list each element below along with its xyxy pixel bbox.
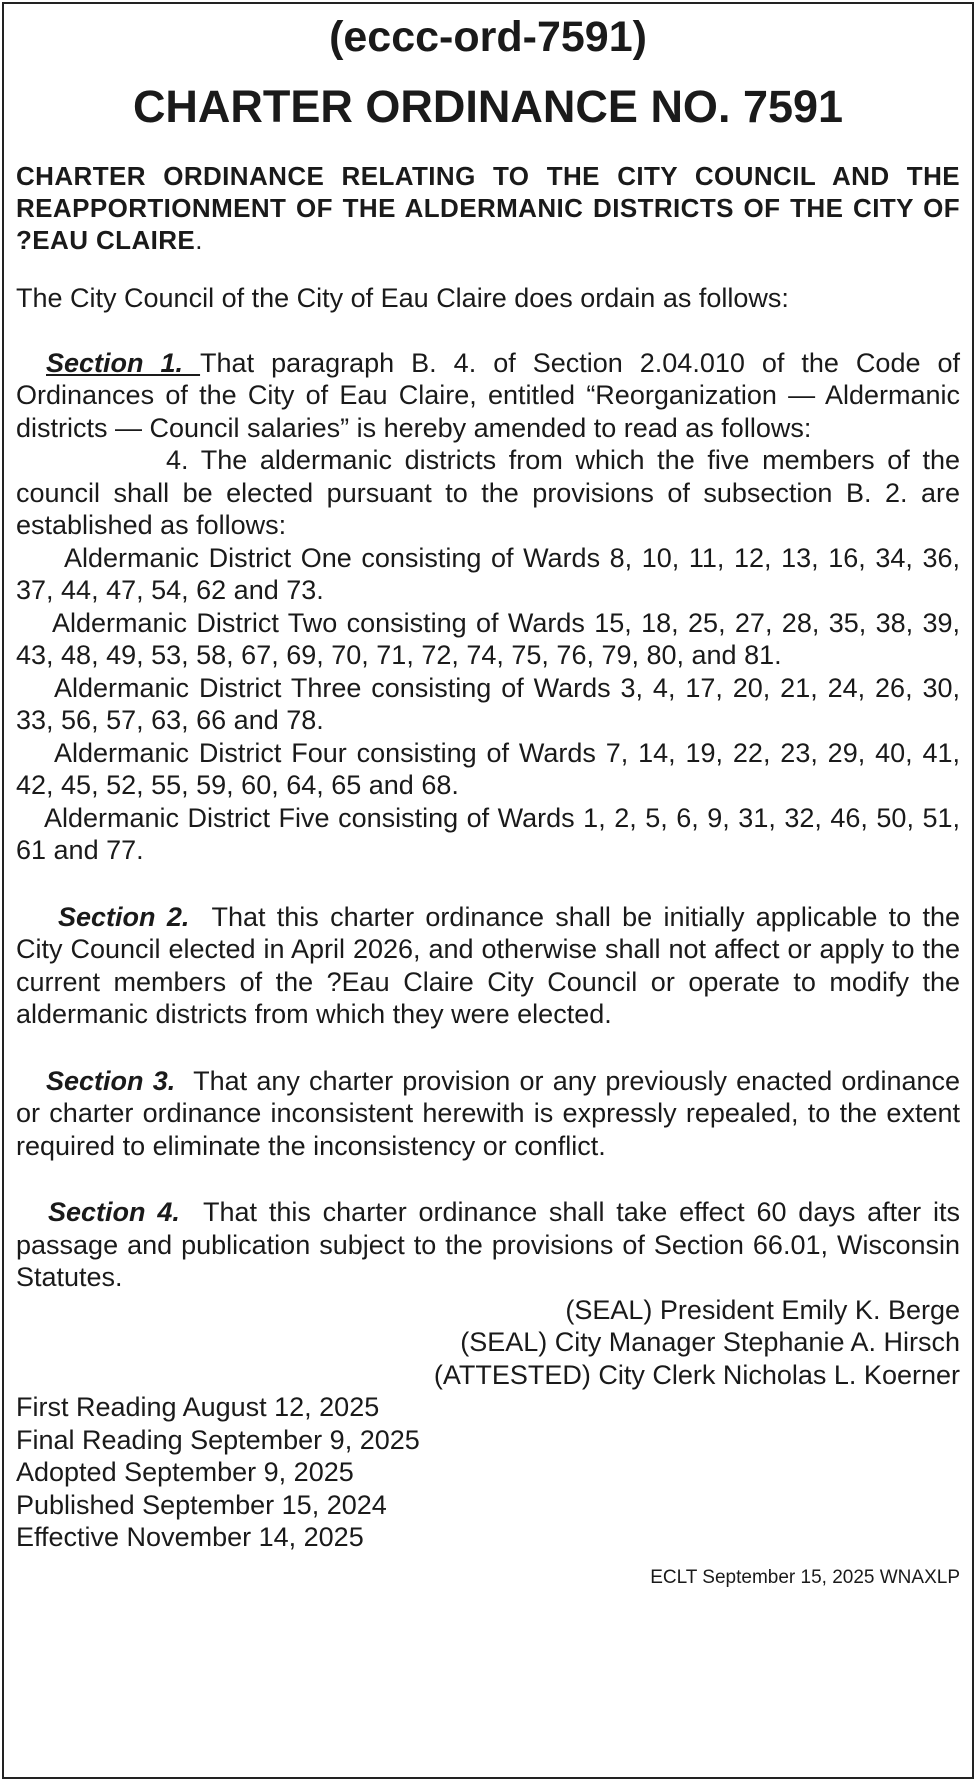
signature-president: (SEAL) President Emily K. Berge	[565, 1294, 960, 1325]
section-2-paragraph	[16, 901, 960, 1031]
section-4-heading: Section 4.	[48, 1197, 180, 1227]
signature-city-manager: (SEAL) City Manager Stephanie A. Hirsch	[460, 1327, 960, 1357]
signature-city-clerk: (ATTESTED) City Clerk Nicholas L. Koerner	[433, 1359, 960, 1390]
section-4-paragraph	[16, 1196, 960, 1294]
adopted-date: Adopted September 9, 2025	[16, 1457, 354, 1487]
legal-notice	[2, 2, 974, 1779]
effective-date: Effective November 14, 2025	[16, 1522, 364, 1552]
district-five: Aldermanic District Five consisting of Wards 1, 2, 5, 6, 9, 31, 32, 46, 50, 51, 61 and 77.	[16, 802, 960, 865]
final-reading-date: Final Reading September 9, 2025	[16, 1424, 420, 1455]
subject-period: .	[195, 225, 203, 255]
first-reading-date: First Reading August 12, 2025	[16, 1392, 380, 1422]
section-1-paragraph	[16, 347, 960, 445]
paragraph-4: 4. The aldermanic districts from which the five members of the council shall be elected pursuant to the provisions of subsection B. 2. are established as follows:	[16, 445, 960, 540]
section-3-heading: Section 3.	[46, 1065, 176, 1096]
district-two: Aldermanic District Two consisting of Wards 15, 18, 25, 27, 28, 35, 38, 39, 43, 48, 49, 53, 58, 67, 69, 70, 71, 72, 74, 75, 76, 79, 80, and 81.	[16, 607, 960, 670]
signature-block	[16, 1294, 960, 1392]
section-3-text: That any charter provision or any previously enacted ordinance or charter ordinance inconsistent herewith is expressly repealed, to the extent required to eliminate the inconsistency or conflict.	[16, 1065, 961, 1161]
section-1-heading: Section 1.	[46, 347, 201, 378]
section-2-heading: Section 2.	[58, 901, 190, 932]
district-one: Aldermanic District One consisting of Wards 8, 10, 11, 12, 13, 16, 34, 36, 37, 44, 47, 54, 62 and 73.	[16, 542, 960, 605]
section-1-text: That paragraph B. 4. of Section 2.04.010 of the Code of Ordinances of the City of Eau Claire, entitled “Reorganization — Aldermanic districts — Council salaries” is hereby amended to read as follows:	[16, 347, 960, 443]
section-4-text: That this charter ordinance shall take effect 60 days after its passage and publication subject to the provisions of Section 66.01, Wisconsin Statutes.	[16, 1197, 960, 1292]
publication-footer: ECLT September 15, 2025 WNAXLP	[650, 1566, 960, 1588]
published-date: Published September 15, 2024	[16, 1489, 387, 1520]
date-list	[16, 1391, 960, 1554]
ordinance-id: (eccc-ord-7591)	[329, 13, 647, 61]
intro-paragraph: The City Council of the City of Eau Claire does ordain as follows:	[16, 283, 789, 313]
subject-text: CHARTER ORDINANCE RELATING TO THE CITY COUNCIL AND THE REAPPORTIONMENT OF THE ALDERMANIC DISTRICTS OF THE CITY OF ?EAU CLAIRE	[16, 161, 960, 255]
ordinance-subject	[16, 160, 960, 256]
section-2-text: That this charter ordinance shall be initially applicable to the City Council elected in April 2026, and otherwise shall not affect or apply to the current members of the ?Eau Claire City Council or operate to modify the aldermanic districts from which they were elected.	[16, 901, 961, 1029]
section-3-paragraph	[16, 1065, 960, 1163]
notice-body	[4, 12, 972, 1590]
district-three: Aldermanic District Three consisting of Wards 3, 4, 17, 20, 21, 24, 26, 30, 33, 56, 57, 63, 66 and 78.	[16, 672, 960, 735]
district-four: Aldermanic District Four consisting of Wards 7, 14, 19, 22, 23, 29, 40, 41, 42, 45, 52, 55, 59, 60, 64, 65 and 68.	[16, 737, 960, 800]
page-title: CHARTER ORDINANCE NO. 7591	[132, 81, 844, 132]
